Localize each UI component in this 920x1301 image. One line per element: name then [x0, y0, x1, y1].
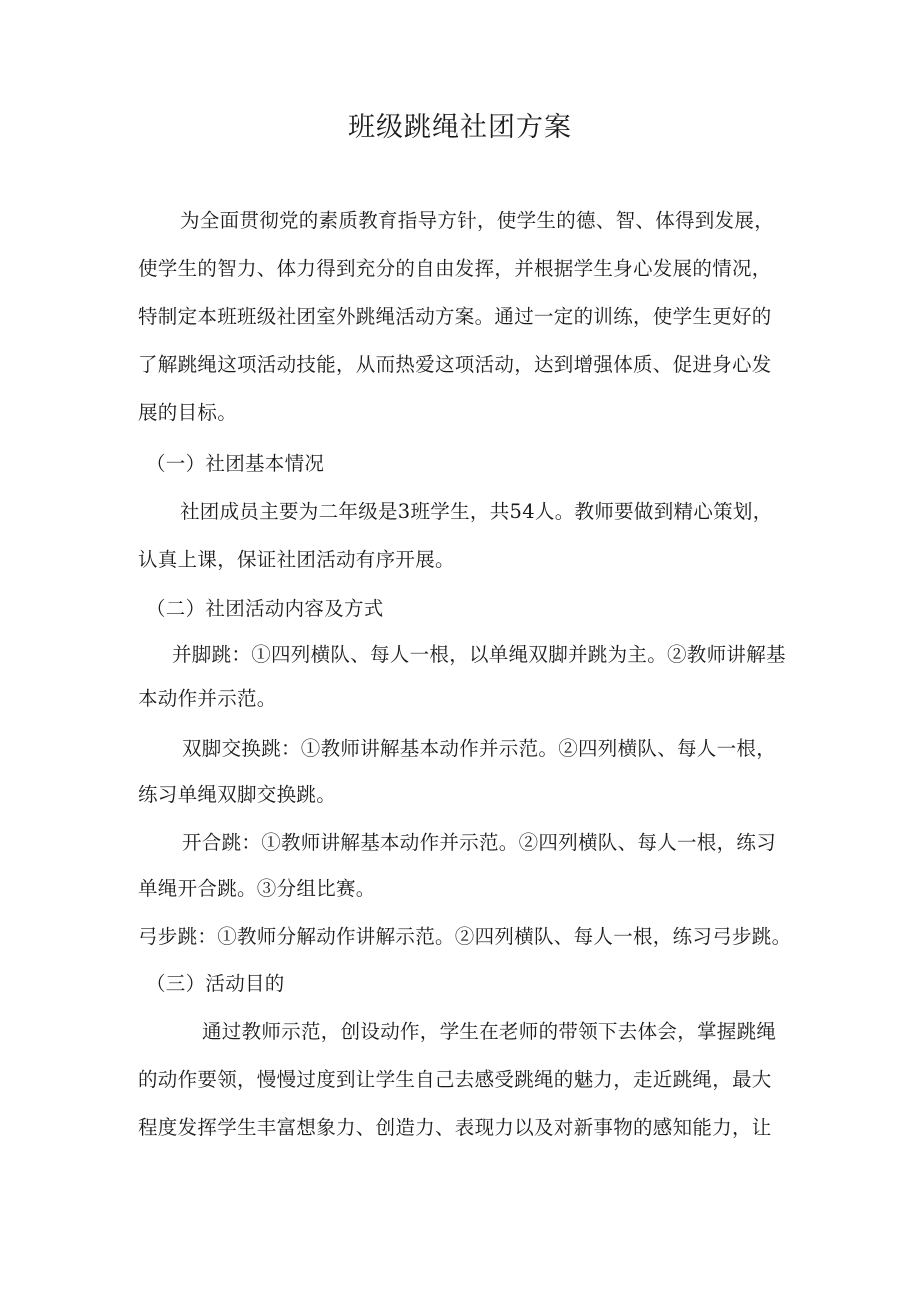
- intro-line-1: 为全面贯彻党的素质教育指导方针，使学生的德、智、体得到发展，: [180, 209, 775, 232]
- item1-line-1: 并脚跳：①四列横队、每人一根，以单绳双脚并跳为主。②教师讲解基: [172, 643, 786, 666]
- intro-line-3: 特制定本班班级社团室外跳绳活动方案。通过一定的训练，使学生更好的: [138, 305, 772, 328]
- section1-line-2: 认真上课，保证社团活动有序开展。: [138, 548, 455, 571]
- section3-line-1: 通过教师示范，创设动作，学生在老师的带领下去体会，掌握跳绳: [202, 1020, 777, 1043]
- intro-line-2: 使学生的智力、体力得到充分的自由发挥，并根据学生身心发展的情况，: [138, 257, 772, 280]
- item3-line-2: 单绳开合跳。③分组比赛。: [138, 877, 376, 900]
- intro-line-5: 展的目标。: [138, 401, 238, 424]
- document-title: 班级跳绳社团方案: [348, 112, 572, 143]
- section1-heading: （一）社团基本情况: [146, 452, 325, 475]
- item4-line-1: 弓步跳：①教师分解动作讲解示范。②四列横队、每人一根，练习弓步跳。: [138, 925, 792, 948]
- section1-line-1: 社团成员主要为二年级是3班学生，共54人。教师要做到精心策划，: [180, 500, 773, 523]
- item3-line-1: 开合跳：①教师讲解基本动作并示范。②四列横队、每人一根，练习: [182, 831, 777, 854]
- section2-heading: （二）社团活动内容及方式: [146, 597, 384, 620]
- section3-heading: （三）活动目的: [146, 972, 285, 995]
- item1-line-2: 本动作并示范。: [138, 687, 277, 710]
- intro-line-4: 了解跳绳这项活动技能，从而热爱这项活动，达到增强体质、促进身心发: [138, 353, 772, 376]
- item2-line-2: 练习单绳双脚交换跳。: [138, 783, 337, 806]
- section3-line-3: 程度发挥学生丰富想象力、创造力、表现力以及对新事物的感知能力，让: [138, 1116, 772, 1139]
- item2-line-1: 双脚交换跳：①教师讲解基本动作并示范。②四列横队、每人一根，: [182, 737, 777, 760]
- section3-line-2: 的动作要领，慢慢过度到让学生自己去感受跳绳的魅力，走近跳绳，最大: [138, 1068, 772, 1091]
